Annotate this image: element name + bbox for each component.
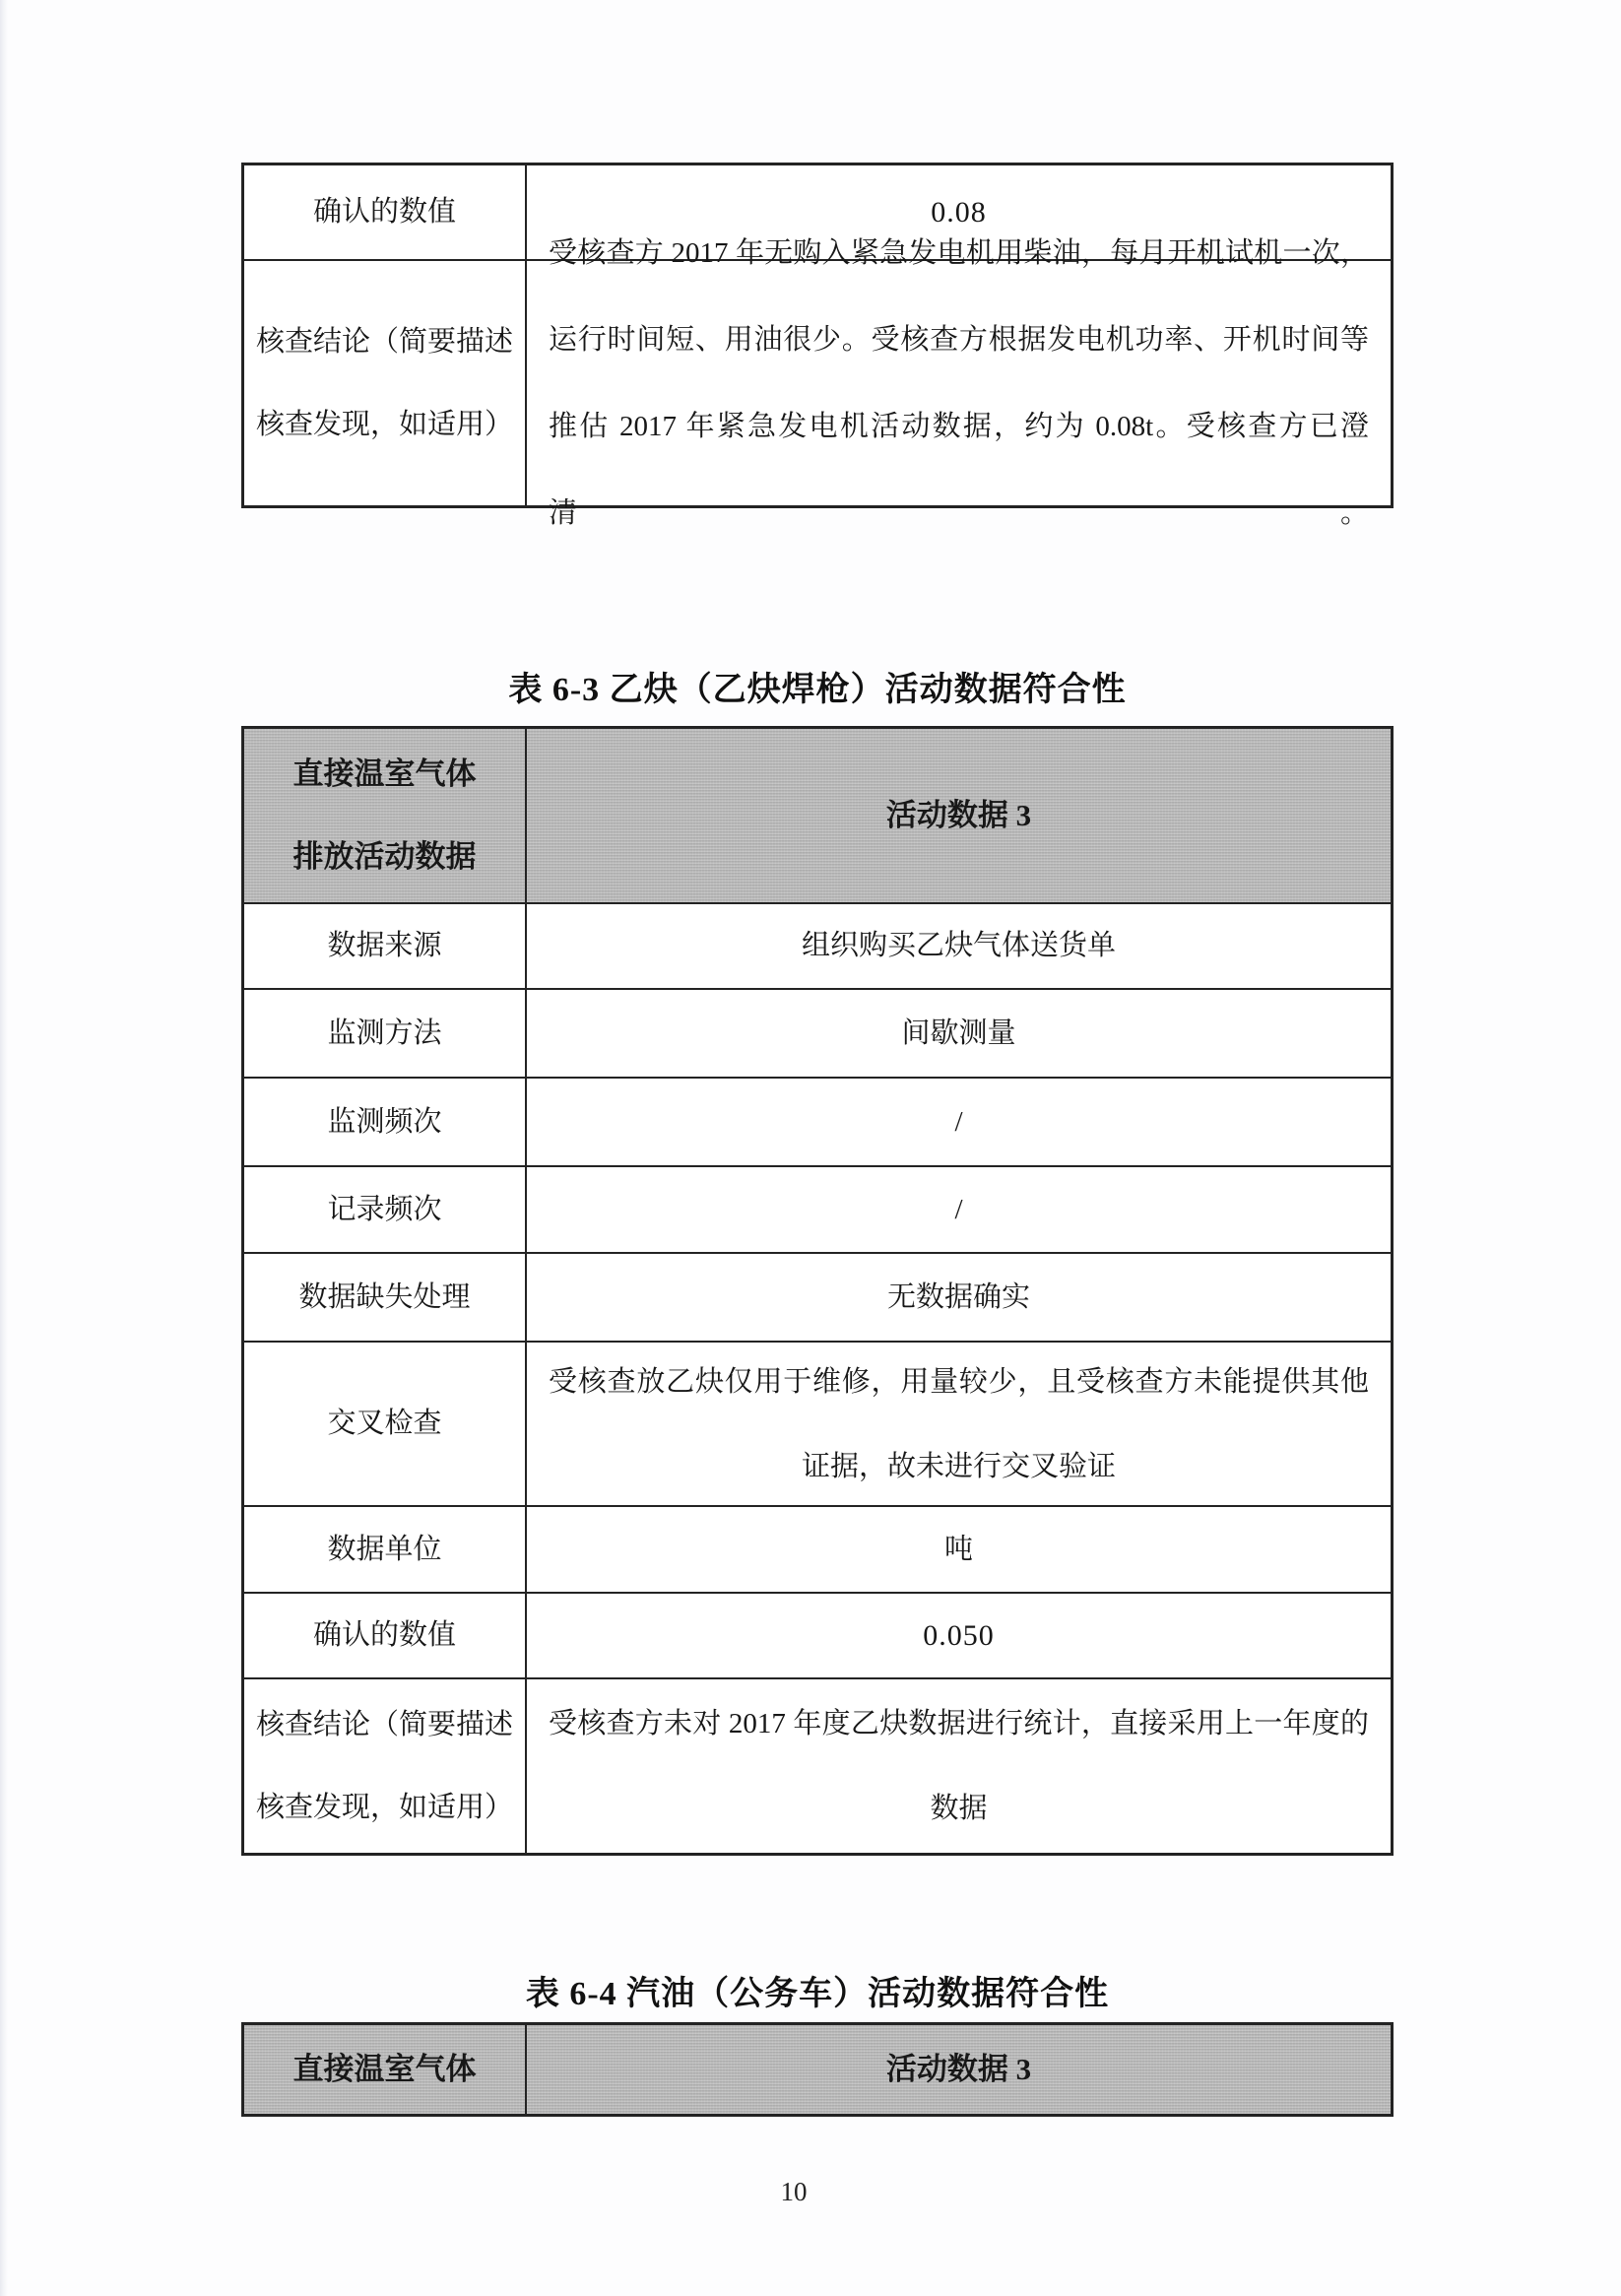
row-label: 确认的数值 <box>312 196 456 229</box>
page-number: 10 <box>780 2177 808 2206</box>
row-label: 监测方法 <box>244 988 525 1077</box>
table-diesel-continuation <box>241 163 1394 529</box>
row-label <box>244 1677 525 1853</box>
row-value <box>525 237 1391 529</box>
row-value <box>525 1677 1391 1853</box>
row-label: 交叉检查 <box>244 1341 525 1505</box>
header-left <box>244 729 525 902</box>
header-right: 活动数据 3 <box>525 729 1391 902</box>
table-gasoline-partial <box>241 2022 1394 2117</box>
row-label: 监测频次 <box>244 1077 525 1165</box>
row-label-line: 核查结论（简要描述 <box>255 1709 513 1740</box>
table-6-4-title: 表 6-4 汽油（公务车）活动数据符合性 <box>525 1976 1110 2012</box>
row-value: 0.08 <box>525 165 1391 259</box>
row-label: 记录频次 <box>244 1165 525 1252</box>
text-line: 受核查方未对 2017 年度乙炔数据进行统计，直接采用上一年度的 <box>549 1708 1369 1739</box>
row-label <box>244 259 525 505</box>
row-value: / <box>525 1165 1391 1252</box>
text-line: 推估 2017 年紧急发电机活动数据，约为 0.08t。受核查方已澄清。 <box>549 411 1369 529</box>
header-left-line: 直接温室气体 <box>292 756 477 791</box>
row-value: 无数据确实 <box>525 1252 1391 1341</box>
row-label: 数据单位 <box>244 1505 525 1592</box>
row-value: 间歇测量 <box>525 988 1391 1077</box>
text-line: 运行时间短、用油很少。受核查方根据发电机功率、开机时间等 <box>549 324 1369 356</box>
row-label: 确认的数值 <box>244 1592 525 1677</box>
header-right: 活动数据 3 <box>525 2025 1391 2114</box>
row-value: 0.050 <box>525 1592 1391 1677</box>
row-value: 组织购买乙炔气体送货单 <box>525 902 1391 988</box>
row-label-line: 核查发现，如适用） <box>255 409 513 440</box>
scan-edge-artifact <box>0 0 8 2296</box>
text-line: 证据，故未进行交叉验证 <box>801 1450 1116 1482</box>
row-label: 数据缺失处理 <box>244 1252 525 1341</box>
header-left: 直接温室气体 <box>244 2025 525 2114</box>
row-label: 数据来源 <box>244 902 525 988</box>
table-6-3-title: 表 6-3 乙炔（乙炔焊枪）活动数据符合性 <box>508 672 1127 708</box>
row-value <box>525 1341 1391 1505</box>
table-acetylene <box>241 726 1394 1856</box>
row-value: 吨 <box>525 1505 1391 1592</box>
row-value: / <box>525 1077 1391 1165</box>
row-label-line: 核查发现，如适用） <box>255 1792 513 1823</box>
text-line: 受核查放乙炔仅用于维修，用量较少，且受核查方未能提供其他 <box>549 1365 1369 1398</box>
text-line: 数据 <box>930 1793 988 1824</box>
text-line: 受核查方 2017 年无购入紧急发电机用柴油，每月开机试机一次， <box>549 237 1369 269</box>
row-label-line: 核查结论（简要描述 <box>255 326 513 358</box>
header-left-line: 排放活动数据 <box>292 839 477 874</box>
